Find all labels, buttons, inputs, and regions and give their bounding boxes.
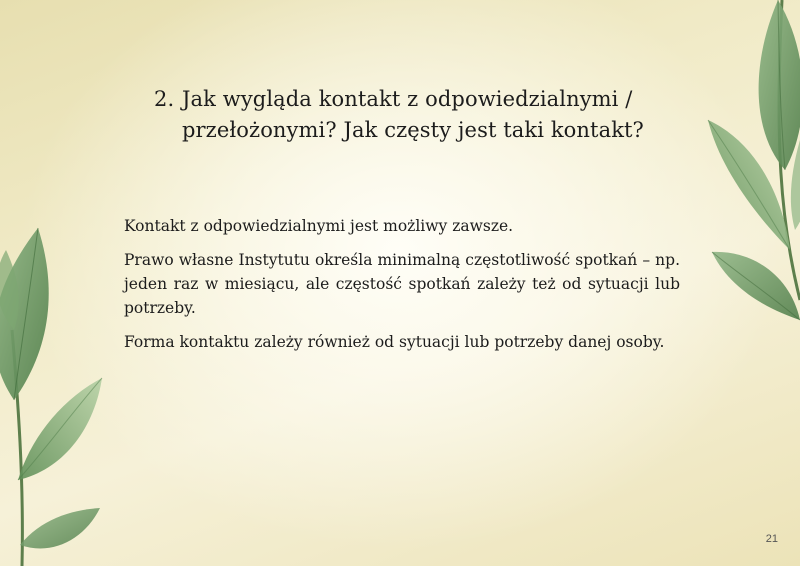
paragraph-3: Forma kontaktu zależy również od sytuacji lub potrzeby danej osoby.	[124, 333, 665, 351]
title-line-2: przełożonymi? Jak częsty jest taki kontakt?	[182, 118, 644, 142]
paragraph-1: Kontakt z odpowiedzialnymi jest możliwy zawsze.	[124, 217, 514, 235]
question-number: 2.	[154, 87, 175, 111]
title-line-1: Jak wygląda kontakt z odpowiedzialnymi /	[182, 87, 633, 111]
leaf-decoration-left-icon	[0, 228, 102, 566]
page-number: 21	[765, 533, 778, 545]
paragraph-2: Prawo własne Instytutu określa minimalną częstotliwość spotkań – np. jeden raz w miesiącu, ale częstość spotkań zależy też od sytuacji lub potrzeby.	[124, 251, 680, 317]
leaf-decoration-right-icon	[708, 0, 800, 320]
slide-body	[124, 214, 680, 364]
slide-title	[154, 84, 674, 146]
